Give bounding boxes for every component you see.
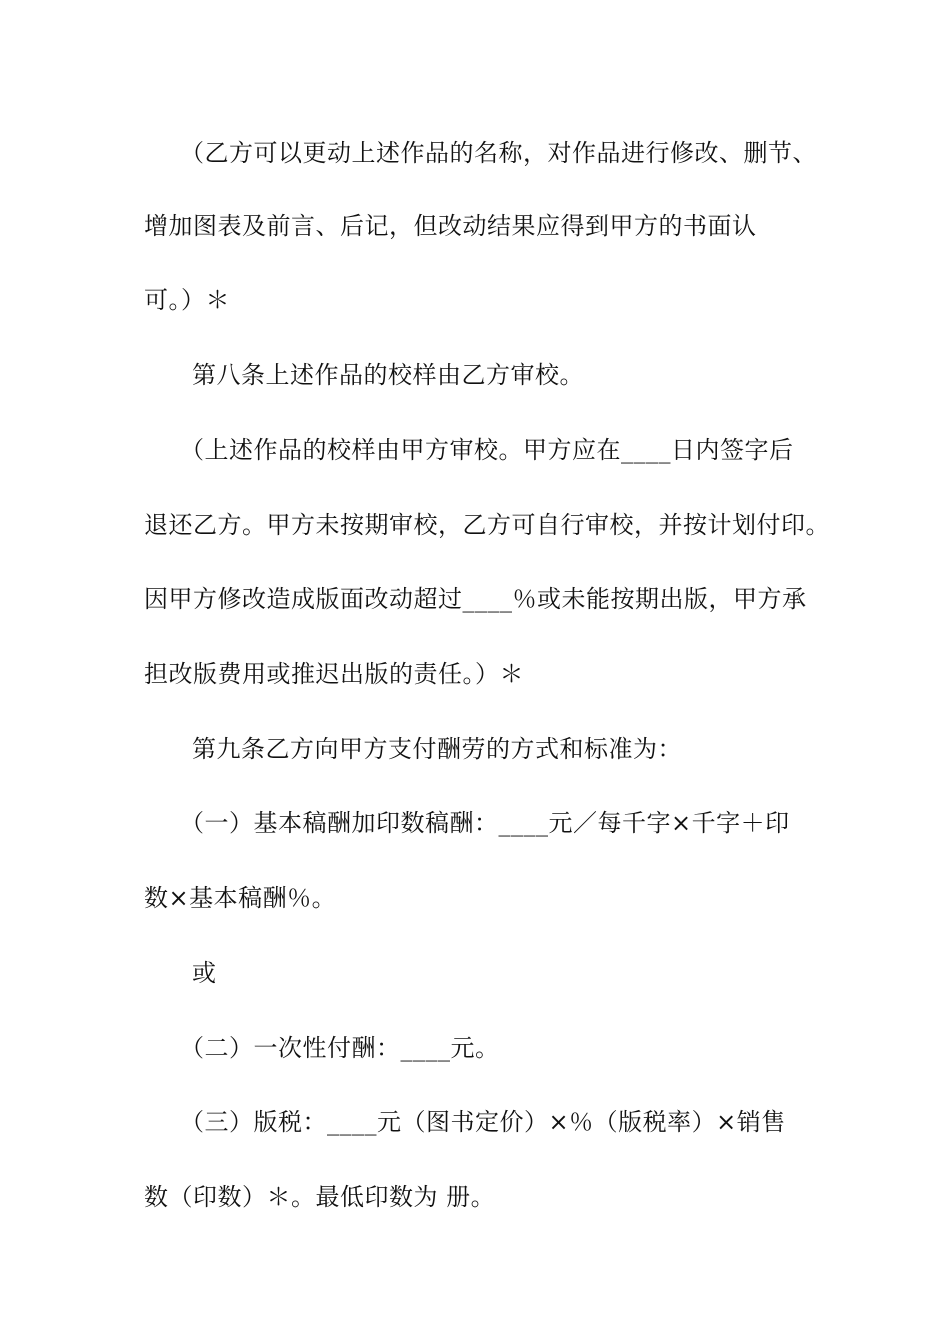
paragraph-line: 因甲方修改造成版面改动超过____％或未能按期出版，甲方承 — [144, 585, 807, 613]
paragraph-line: 退还乙方。甲方未按期审校，乙方可自行审校，并按计划付印。 — [144, 511, 830, 539]
paragraph-line: （乙方可以更动上述作品的名称，对作品进行修改、删节、 — [180, 139, 817, 167]
paragraph-line: 担改版费用或推迟出版的责任。）＊ — [144, 660, 524, 688]
paragraph-line: 可。）＊ — [144, 286, 230, 314]
article-9-heading: 第九条乙方向甲方支付酬劳的方式和标准为： — [192, 735, 682, 763]
paragraph-line: 或 — [192, 959, 217, 987]
paragraph-line: （一）基本稿酬加印数稿酬：____元／每千字×千字＋印 — [180, 809, 790, 837]
paragraph-line: 数×基本稿酬％。 — [144, 884, 337, 912]
paragraph-line: 数（印数）＊。最低印数为 册。 — [144, 1183, 496, 1211]
article-8-heading: 第八条上述作品的校样由乙方审校。 — [192, 361, 584, 389]
paragraph-line: 增加图表及前言、后记，但改动结果应得到甲方的书面认 — [144, 212, 757, 240]
paragraph-line: （二）一次性付酬：____元。 — [180, 1034, 500, 1062]
paragraph-line: （上述作品的校样由甲方审校。甲方应在____日内签字后 — [180, 436, 794, 464]
paragraph-line: （三）版税：____元（图书定价）×％（版税率）×销售 — [180, 1108, 786, 1136]
